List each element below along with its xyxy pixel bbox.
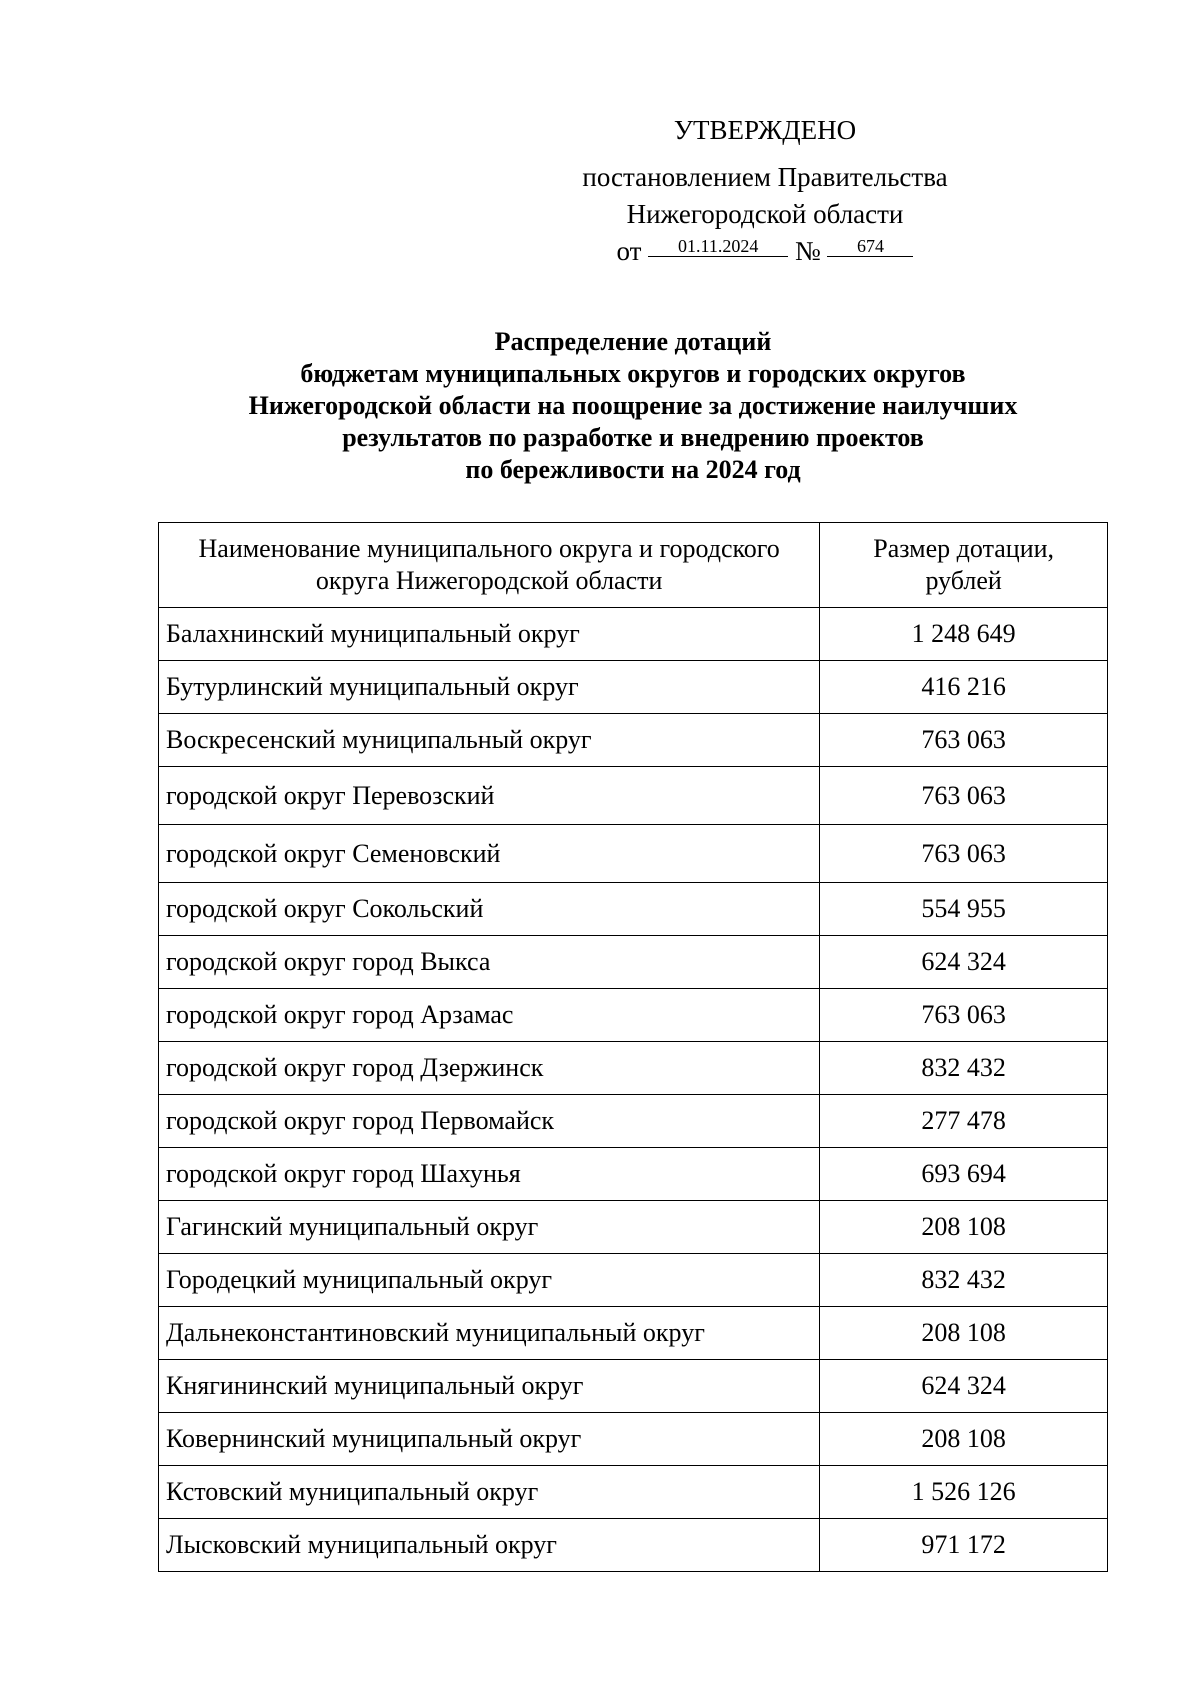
row-name: Бутурлинский муниципальный округ bbox=[159, 661, 820, 714]
header-amount-line-1: Размер дотации, bbox=[873, 534, 1055, 563]
row-amount: 208 108 bbox=[820, 1201, 1108, 1254]
subsidy-table bbox=[158, 522, 1108, 1572]
number-prefix: № bbox=[794, 236, 821, 266]
title-line-5: по бережливости на 2024 год bbox=[465, 455, 801, 484]
row-amount: 763 063 bbox=[820, 714, 1108, 767]
table-row bbox=[159, 1360, 1108, 1413]
table-row bbox=[159, 1413, 1108, 1466]
date-prefix: от bbox=[616, 236, 642, 266]
row-amount: 971 172 bbox=[820, 1519, 1108, 1572]
approval-date: 01.11.2024 bbox=[648, 236, 788, 257]
row-amount: 554 955 bbox=[820, 883, 1108, 936]
table-row bbox=[159, 661, 1108, 714]
header-name bbox=[159, 523, 820, 608]
approval-number: 674 bbox=[827, 236, 913, 257]
row-amount: 763 063 bbox=[820, 989, 1108, 1042]
table-row bbox=[159, 825, 1108, 883]
title-line-4: результатов по разработке и внедрению проектов bbox=[342, 423, 924, 452]
row-name: городской округ город Выкса bbox=[159, 936, 820, 989]
row-amount: 1 248 649 bbox=[820, 608, 1108, 661]
row-name: Кстовский муниципальный округ bbox=[159, 1466, 820, 1519]
table-row bbox=[159, 883, 1108, 936]
row-amount: 763 063 bbox=[820, 767, 1108, 825]
table-row bbox=[159, 767, 1108, 825]
row-amount: 693 694 bbox=[820, 1148, 1108, 1201]
row-amount: 624 324 bbox=[820, 936, 1108, 989]
table-row bbox=[159, 936, 1108, 989]
header-amount bbox=[820, 523, 1108, 608]
table-row bbox=[159, 1307, 1108, 1360]
table-row bbox=[159, 1095, 1108, 1148]
row-name: городской округ Сокольский bbox=[159, 883, 820, 936]
table-row bbox=[159, 714, 1108, 767]
table-row bbox=[159, 1201, 1108, 1254]
header-name-line-2: округа Нижегородской области bbox=[315, 566, 663, 595]
title-line-1: Распределение дотаций bbox=[494, 327, 772, 356]
title-line-3: Нижегородской области на поощрение за достижение наилучших bbox=[248, 391, 1018, 420]
table-row bbox=[159, 608, 1108, 661]
row-name: городской округ Перевозский bbox=[159, 767, 820, 825]
row-name: Гагинский муниципальный округ bbox=[159, 1201, 820, 1254]
row-amount: 763 063 bbox=[820, 825, 1108, 883]
row-amount: 416 216 bbox=[820, 661, 1108, 714]
table-row bbox=[159, 1042, 1108, 1095]
table-row bbox=[159, 1519, 1108, 1572]
row-amount: 832 432 bbox=[820, 1254, 1108, 1307]
table-header-row bbox=[159, 523, 1108, 608]
row-name: Дальнеконстантиновский муниципальный округ bbox=[159, 1307, 820, 1360]
row-name: городской округ Семеновский bbox=[159, 825, 820, 883]
row-name: Ковернинский муниципальный округ bbox=[159, 1413, 820, 1466]
document-title bbox=[158, 326, 1108, 486]
row-name: городской округ город Дзержинск bbox=[159, 1042, 820, 1095]
table-row bbox=[159, 1254, 1108, 1307]
title-line-2: бюджетам муниципальных округов и городских округов bbox=[300, 359, 966, 388]
approval-line-1: постановлением Правительства bbox=[582, 162, 948, 192]
row-name: городской округ город Шахунья bbox=[159, 1148, 820, 1201]
row-name: Балахнинский муниципальный округ bbox=[159, 608, 820, 661]
row-amount: 277 478 bbox=[820, 1095, 1108, 1148]
table-row bbox=[159, 1466, 1108, 1519]
row-amount: 624 324 bbox=[820, 1360, 1108, 1413]
approval-block bbox=[560, 112, 970, 270]
row-amount: 208 108 bbox=[820, 1413, 1108, 1466]
row-amount: 832 432 bbox=[820, 1042, 1108, 1095]
row-name: городской округ город Арзамас bbox=[159, 989, 820, 1042]
header-name-line-1: Наименование муниципального округа и городского bbox=[198, 534, 780, 563]
row-amount: 208 108 bbox=[820, 1307, 1108, 1360]
row-amount: 1 526 126 bbox=[820, 1466, 1108, 1519]
row-name: Воскресенский муниципальный округ bbox=[159, 714, 820, 767]
approval-stamp: УТВЕРЖДЕНО bbox=[673, 115, 857, 145]
approval-reference bbox=[560, 233, 970, 270]
header-amount-line-2: рублей bbox=[925, 566, 1002, 595]
row-name: Городецкий муниципальный округ bbox=[159, 1254, 820, 1307]
table-row bbox=[159, 989, 1108, 1042]
approval-line-2: Нижегородской области bbox=[626, 199, 904, 229]
table-row bbox=[159, 1148, 1108, 1201]
row-name: городской округ город Первомайск bbox=[159, 1095, 820, 1148]
row-name: Лысковский муниципальный округ bbox=[159, 1519, 820, 1572]
row-name: Княгининский муниципальный округ bbox=[159, 1360, 820, 1413]
